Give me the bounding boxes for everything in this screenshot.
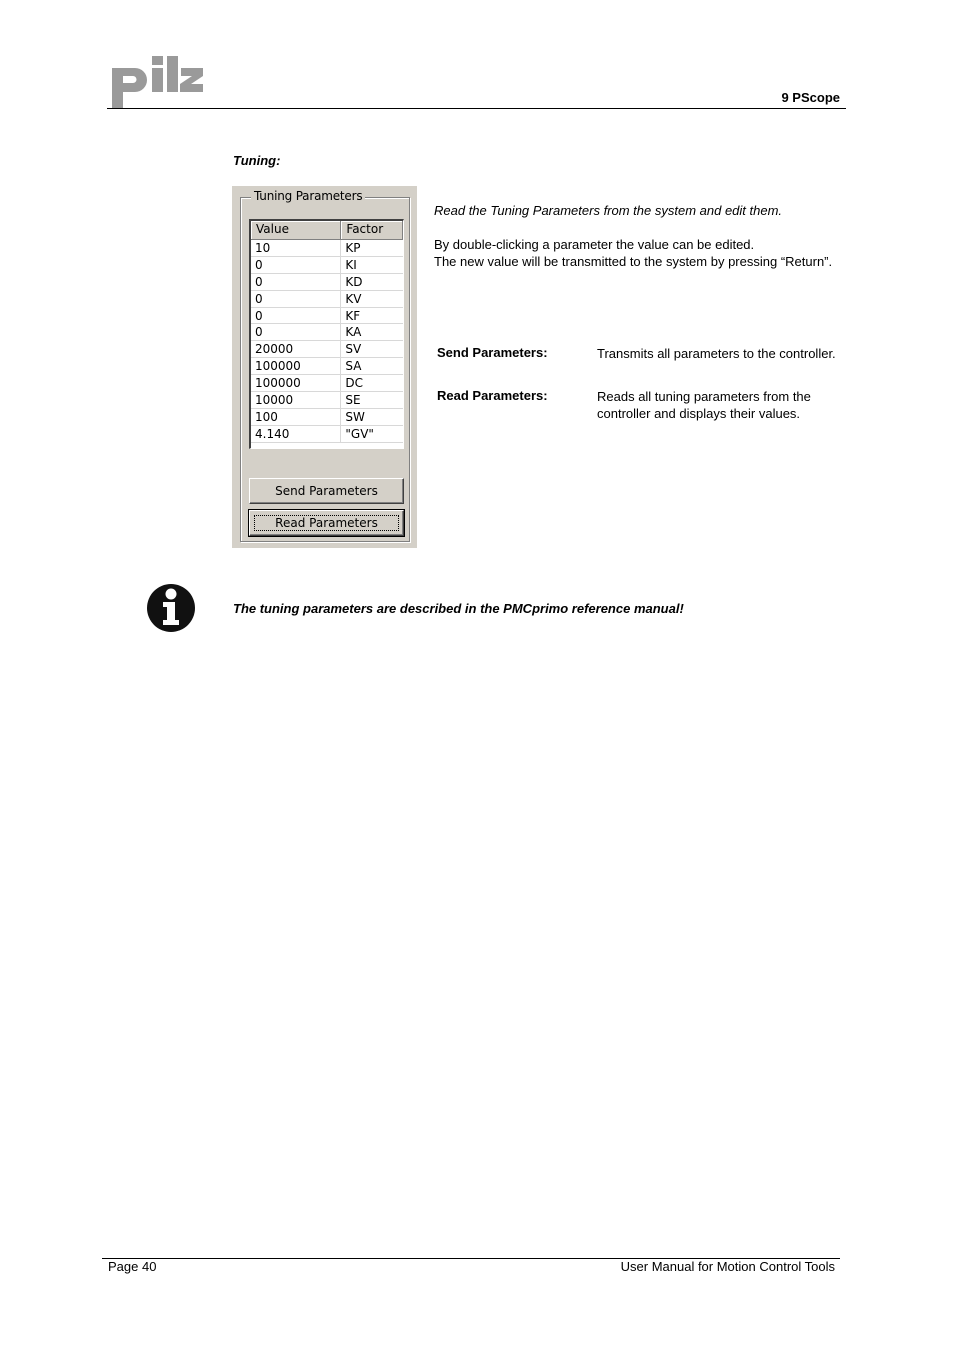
table-row[interactable] bbox=[251, 426, 403, 443]
parameter-factor: KI bbox=[345, 257, 357, 272]
page-number: Page 40 bbox=[108, 1259, 157, 1274]
table-row[interactable] bbox=[251, 392, 403, 409]
parameter-factor: KP bbox=[345, 241, 361, 255]
parameter-factor: SV bbox=[345, 342, 362, 357]
parameter-value[interactable]: 0 bbox=[251, 324, 341, 340]
definition-term-read: Read Parameters: bbox=[437, 388, 548, 403]
parameter-factor: SA bbox=[345, 359, 362, 374]
parameter-factor: "GV" bbox=[345, 426, 374, 441]
section-title: Tuning: bbox=[233, 153, 281, 168]
parameter-factor: KF bbox=[345, 308, 361, 323]
table-row[interactable] bbox=[251, 240, 403, 257]
table-row[interactable] bbox=[251, 291, 403, 308]
column-header-value[interactable]: Value bbox=[251, 221, 341, 240]
read-parameters-button[interactable] bbox=[249, 510, 404, 536]
parameter-value[interactable]: 100000 bbox=[251, 375, 341, 391]
parameter-factor: SW bbox=[345, 409, 365, 424]
send-parameters-button[interactable]: Send Parameters bbox=[249, 478, 404, 504]
table-row[interactable] bbox=[251, 341, 403, 358]
group-title: Tuning Parameters bbox=[251, 189, 365, 203]
parameter-value[interactable]: 0 bbox=[251, 291, 341, 307]
parameter-value[interactable]: 100 bbox=[251, 409, 341, 425]
list-header bbox=[251, 221, 403, 240]
table-row[interactable] bbox=[251, 409, 403, 426]
column-header-factor[interactable]: Factor bbox=[341, 221, 403, 240]
parameter-factor: KV bbox=[345, 291, 362, 306]
table-row[interactable] bbox=[251, 257, 403, 274]
parameter-factor: DC bbox=[345, 376, 364, 391]
parameter-value[interactable]: 10 bbox=[251, 240, 341, 256]
tuning-parameters-dialog bbox=[232, 186, 417, 548]
description-body bbox=[434, 236, 834, 270]
parameter-value[interactable]: 20000 bbox=[251, 341, 341, 357]
table-row[interactable] bbox=[251, 308, 403, 325]
read-parameters-label: Read Parameters bbox=[254, 515, 399, 531]
parameter-value[interactable]: 0 bbox=[251, 308, 341, 324]
manual-title: User Manual for Motion Control Tools bbox=[620, 1259, 835, 1274]
parameter-factor: KA bbox=[345, 325, 362, 340]
parameter-factor: KD bbox=[345, 274, 363, 289]
pilz-logo bbox=[110, 54, 205, 108]
definition-text-read: Reads all tuning parameters from the controller and displays their values. bbox=[597, 389, 811, 421]
chapter-header: 9 PScope bbox=[781, 90, 840, 105]
table-row[interactable] bbox=[251, 274, 403, 291]
info-icon bbox=[146, 583, 196, 633]
parameter-value[interactable]: 10000 bbox=[251, 392, 341, 408]
header-rule bbox=[107, 108, 846, 109]
description-line-1: By double-clicking a parameter the value can be edited. bbox=[434, 237, 755, 252]
parameter-list[interactable] bbox=[249, 219, 404, 449]
table-row[interactable] bbox=[251, 324, 403, 341]
parameter-factor: SE bbox=[345, 393, 361, 408]
table-row[interactable] bbox=[251, 375, 403, 392]
description-line-2: The new value will be transmitted to the system by pressing “Return”. bbox=[434, 254, 833, 269]
description-intro: Read the Tuning Parameters from the system and edit them. bbox=[434, 203, 783, 218]
definition-text-send: Transmits all parameters to the controller. bbox=[597, 346, 836, 361]
parameter-value[interactable]: 4.140 bbox=[251, 426, 341, 442]
table-row[interactable] bbox=[251, 358, 403, 375]
definition-term-send: Send Parameters: bbox=[437, 345, 548, 360]
note-text: The tuning parameters are described in the PMCprimo reference manual! bbox=[233, 601, 684, 616]
parameter-value[interactable]: 0 bbox=[251, 274, 341, 290]
parameter-value[interactable]: 0 bbox=[251, 257, 341, 273]
parameter-value[interactable]: 100000 bbox=[251, 358, 341, 374]
